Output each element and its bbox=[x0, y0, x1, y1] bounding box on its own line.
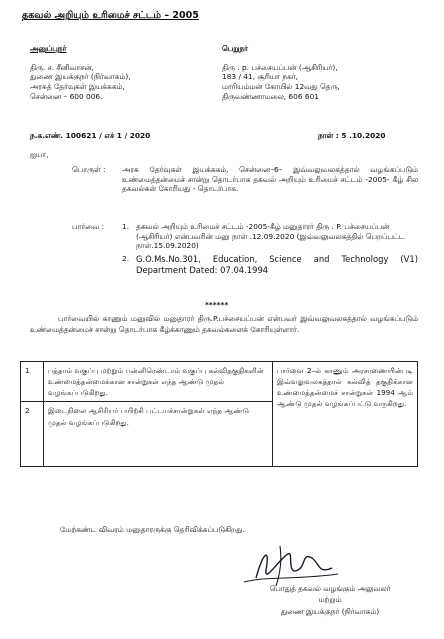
reference-item bbox=[122, 254, 418, 276]
sender-heading: அனுப்புநர் bbox=[30, 44, 67, 53]
recipient-heading: பெறுநர் bbox=[222, 44, 249, 53]
references-list bbox=[122, 222, 418, 276]
row-number: 2 bbox=[21, 402, 44, 467]
sender-block bbox=[30, 44, 215, 101]
subject-label: பொருள் : bbox=[72, 165, 106, 174]
intro-paragraph: பார்வையில் காணும் மனுவில் மனுதாரர் திரு.P.பச்சையப்பன் என்பவர் இவ்வலுவலகத்தால் வழங்கப்படும் உண்மைத்தன்மைச் சான்று தொடர்பாக கீழ்க்காணும் தகவல்களைக் கோரியுள்ளார். bbox=[30, 314, 419, 335]
reference-number-1: 1. bbox=[122, 222, 130, 231]
subject-text: அரசு தேர்வுகள் இயக்ககம், சென்னை–6– இவ்வலுவலகத்தால் வழங்கப்படும் உண்மைத்தன்மைச் சான்று தொடர்பாக தகவல் அறியும் உரிமைச் சட்டம் -2005- கீழ் சில தகவல்கள் கோரியது - தொடர்பாக. bbox=[122, 165, 418, 194]
signature-office: துணை இயக்குநர் (நிர்வாகம்) bbox=[280, 606, 380, 616]
row-number: 1 bbox=[21, 362, 44, 402]
sender-line: அரசுத் தேர்வுகள் இயக்ககம், bbox=[30, 81, 125, 91]
recipient-block bbox=[222, 44, 422, 101]
recipient-line: மாரியம்மன் கோயில் 12வது தெரு, bbox=[222, 81, 340, 91]
reference-number-2: 2. bbox=[122, 253, 130, 263]
recipient-line: திரு . p. பச்சையப்பன் (ஆசிரியர்), bbox=[222, 62, 338, 72]
query-cell: பத்தாம் வகுப்பு மற்றும் பன்னிரெண்டாம் வகுப்பு கல்விதகுதிகளின் உண்மைத்தன்மைக்கான சான்றுகள் எந்த ஆண்டு முதல் வழங்கப்படுகிறது. bbox=[44, 362, 273, 402]
recipient-line: 183 / 41, சூரியா நகர், bbox=[222, 72, 299, 82]
separator-stars: ****** bbox=[205, 300, 229, 309]
closing-line: மேற்கண்ட விவரம் மனுதாரருக்கு தெரிவிக்கப்படுகிறது. bbox=[60, 525, 245, 534]
reference-item bbox=[122, 222, 418, 251]
recipient-line: திருவண்ணாமலை, 606 601 bbox=[222, 91, 319, 101]
table-row bbox=[21, 362, 418, 402]
document-title: தகவல் அறியும் உரிமைச் சட்டம் – 2005 bbox=[22, 10, 199, 21]
signature-conjunction: மற்றும் bbox=[318, 595, 342, 605]
sender-line: திரு. ச. சீனிவாசன், bbox=[30, 62, 94, 72]
salutation: ஐயா, bbox=[30, 150, 49, 159]
answer-cell: பார்வை 2–ல் காணும் அரசாணையின்படி இவ்வலுவலகத்தால் கல்வித் தகுதிக்கான உண்மைத்தன்மைச் சான்றுகள் 1994 ஆம் ஆண்டு முதல் வழங்கப்பட்டு வருகிறது. bbox=[273, 362, 418, 467]
reference-number: ந.க.எண். 100621 / எச் 1 / 2020 bbox=[30, 131, 151, 140]
query-cell: இடைநிலை ஆசிரியர் பயிற்சி பட்டயச்சான்றுகள் எந்த ஆண்டு முதல் வழங்கப்படுகிறது. bbox=[44, 402, 273, 467]
references-label: பார்வை : bbox=[72, 222, 105, 231]
reference-text: G.O.Ms.No.301, Education, Science and Technology (V1) Department Dated: 07.04.1994 bbox=[136, 253, 418, 275]
information-table bbox=[20, 361, 418, 467]
letter-date: நாள் : 5 .10.2020 bbox=[318, 131, 386, 140]
reference-text: தகவல் அறியும் உரிமைச் சட்டம் -2005-கீழ் மனுதாரர் திரு . P. பச்சையப்பன் (ஆசிரியர்) என்பவரின் மனு நாள் .12.09.2020 (இவ்வலுவலகத்தில் பெறப்பட்ட நாள்.15.09.2020) bbox=[136, 222, 405, 251]
signature-block bbox=[250, 583, 410, 617]
sender-line: சென்னை – 600 006. bbox=[30, 91, 103, 101]
sender-line: துணை இயக்குநர் (நிர்வாகம்), bbox=[30, 72, 131, 82]
signature-designation: பொதுத் தகவல் வழங்கும் அலுவலர் bbox=[269, 584, 391, 593]
